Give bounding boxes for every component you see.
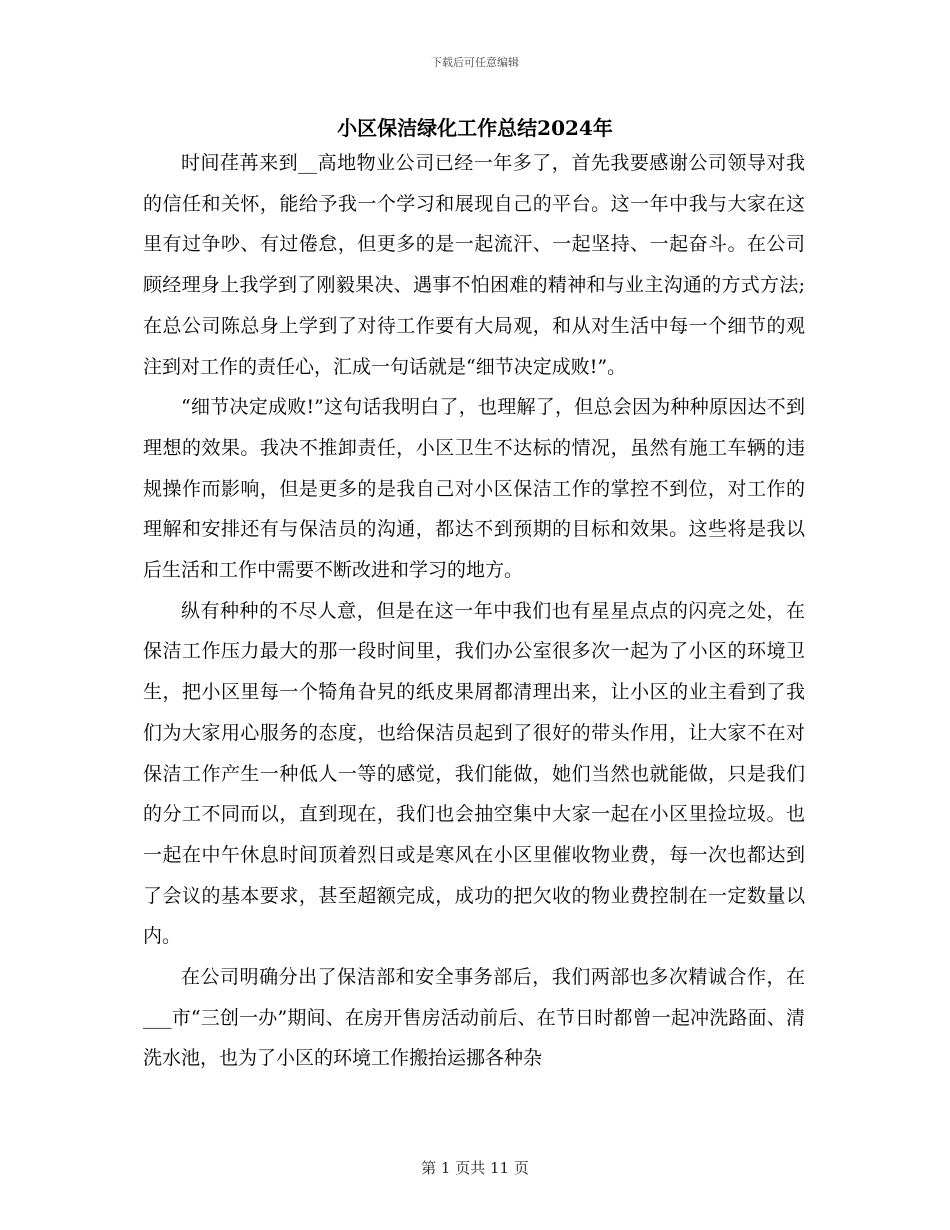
paragraph-2: “细节决定成败!”这句话我明白了，也理解了，但总会因为种种原因达不到理想的效果。我决不推卸责任，小区卫生不达标的情况，虽然有施工车辆的违规操作而影响，但是更多的是我自己对小区保洁工作的掌控不到位，对工作的理解和安排还有与保洁员的沟通，都达不到预期的目标和效果。这些将是我以后生活和工作中需要不断改进和学习的地方。 [143,396,805,582]
document-body [143,143,805,1079]
header-note: 下载后可任意编辑 [431,56,519,69]
page-footer: 第 1 页共 11 页 [421,1159,529,1177]
paragraph-4: 在公司明确分出了保洁部和安全事务部后，我们两部也多次精诚合作，在___市“三创一办”期间、在房开售房活动前后、在节日时都曾一起冲洗路面、清洗水池，也为了小区的环境工作搬抬运挪各种杂 [143,966,805,1070]
document-title: 小区保洁绿化工作总结2024年 [337,116,613,140]
paragraph-3: 纵有种种的不尽人意，但是在这一年中我们也有星星点点的闪亮之处，在保洁工作压力最大的那一段时间里，我们办公室很多次一起为了小区的环境卫生，把小区里每一个犄角旮旯的纸皮果屑都清理出来，让小区的业主看到了我们为大家用心服务的态度，也给保洁员起到了很好的带头作用，让大家不在对保洁工作产生一种低人一等的感觉，我们能做，她们当然也就能做，只是我们的分工不同而以，直到现在，我们也会抽空集中大家一起在小区里捡垃圾。也一起在中午休息时间顶着烈日或是寒风在小区里催收物业费，每一次也都达到了会议的基本要求，甚至超额完成，成功的把欠收的物业费控制在一定数量以内。 [143,599,805,948]
paragraph-1: 时间荏苒来到__高地物业公司已经一年多了，首先我要感谢公司领导对我的信任和关怀，能给予我一个学习和展现自己的平台。这一年中我与大家在这里有过争吵、有过倦怠，但更多的是一起流汗、一起坚持、一起奋斗。在公司顾经理身上我学到了刚毅果决、遇事不怕困难的精神和与业主沟通的方式方法;在总公司陈总身上学到了对待工作要有大局观，和从对生活中每一个细节的观注到对工作的责任心，汇成一句话就是“细节决定成败!”。 [143,152,805,378]
